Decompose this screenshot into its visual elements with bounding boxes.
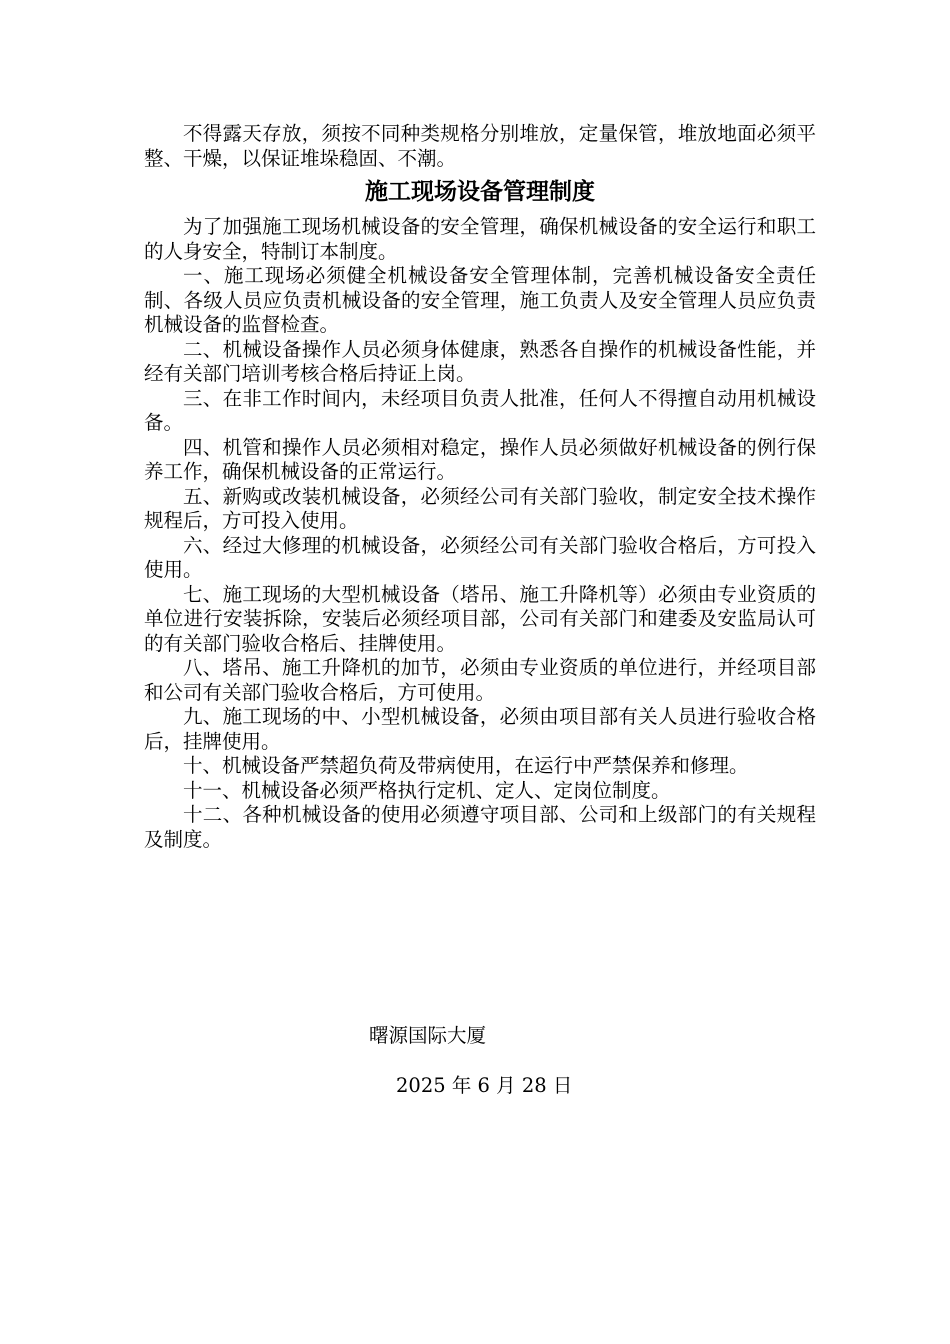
paragraph-item-11: 十一、机械设备必须严格执行定机、定人、定岗位制度。: [183, 778, 671, 802]
signature-organization: 曙源国际大厦: [369, 1024, 487, 1047]
paragraph-item-10: 十、机械设备严禁超负荷及带病使用，在运行中严禁保养和修理。: [183, 754, 749, 777]
paragraph-item-8: 八、塔吊、施工升降机的加节，必须由专业资质的单位进行，并经项目部和公司有关部门验收合格后，方可使用。: [144, 656, 816, 704]
paragraph-item-5: 五、新购或改装机械设备，必须经公司有关部门验收，制定安全技术操作规程后，方可投入使用。: [144, 484, 816, 532]
paragraph-item-9: 九、施工现场的中、小型机械设备，必须由项目部有关人员进行验收合格后，挂牌使用。: [144, 705, 816, 753]
paragraph-item-7: 七、施工现场的大型机械设备（塔吊、施工升降机等）必须由专业资质的单位进行安装拆除，安装后必须经项目部，公司有关部门和建委及安监局认可的有关部门验收合格后、挂牌使用。: [144, 582, 816, 655]
paragraph-item-4: 四、机管和操作人员必须相对稳定，操作人员必须做好机械设备的例行保养工作，确保机械设备的正常运行。: [144, 435, 816, 483]
document-body: [144, 122, 816, 852]
signature-date: 2025 年 6 月 28 日: [396, 1074, 573, 1097]
paragraph-item-2: 二、机械设备操作人员必须身体健康，熟悉各自操作的机械设备性能，并经有关部门培训考核合格后持证上岗。: [144, 337, 816, 385]
paragraph-item-3: 三、在非工作时间内，未经项目负责人批准，任何人不得擅自动用机械设备。: [144, 386, 816, 434]
paragraph-item-1: 一、施工现场必须健全机械设备安全管理体制，完善机械设备安全责任制、各级人员应负责机械设备的安全管理，施工负责人及安全管理人员应负责机械设备的监督检查。: [144, 264, 816, 336]
document-title: 施工现场设备管理制度: [365, 178, 595, 205]
paragraph-preamble: 为了加强施工现场机械设备的安全管理，确保机械设备的安全运行和职工的人身安全，特制订本制度。: [144, 215, 816, 263]
paragraph-item-6: 六、经过大修理的机械设备，必须经公司有关部门验收合格后，方可投入使用。: [144, 533, 816, 581]
paragraph-item-12: 十二、各种机械设备的使用必须遵守项目部、公司和上级部门的有关规程及制度。: [144, 803, 816, 851]
intro-paragraph: 不得露天存放，须按不同种类规格分别堆放，定量保管，堆放地面必须平整、干燥，以保证堆垛稳固、不潮。: [144, 122, 816, 170]
